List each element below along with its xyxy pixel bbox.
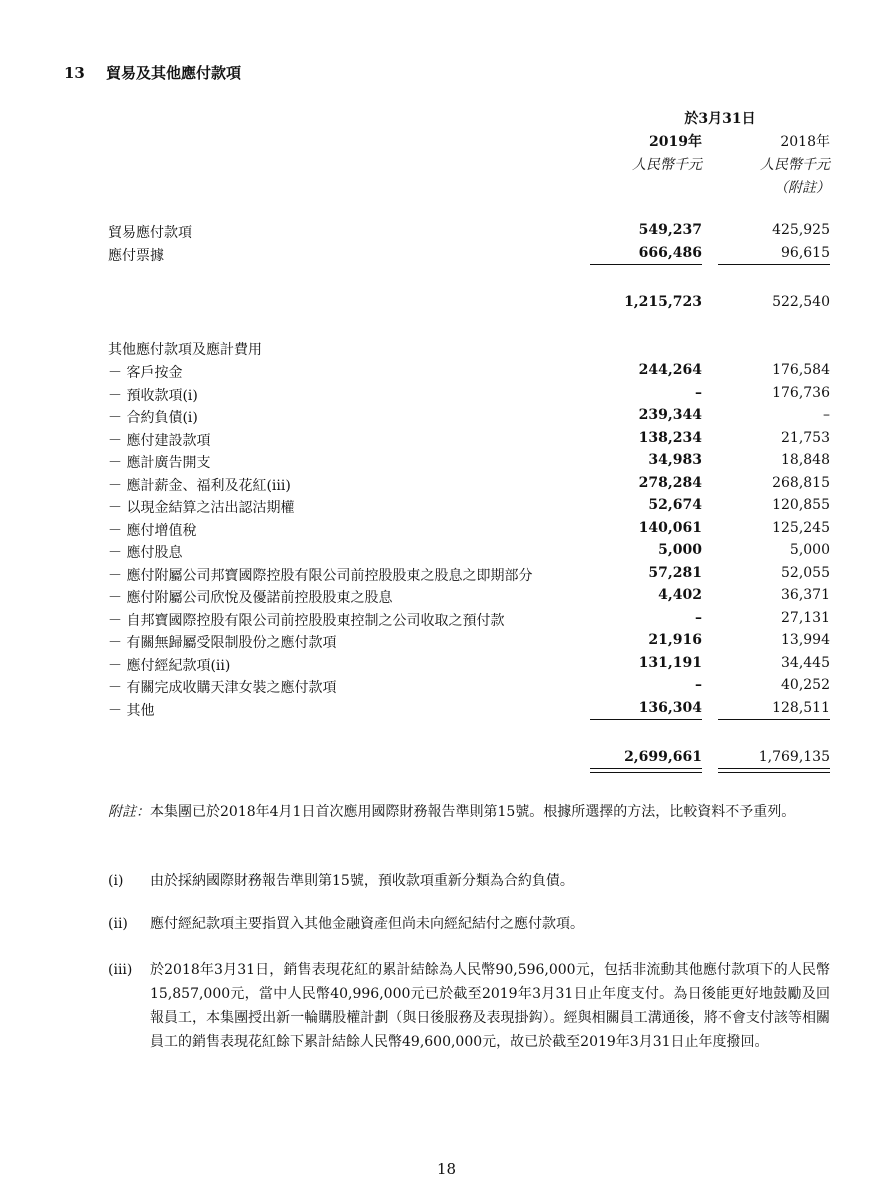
row-label: － 應計薪金、福利及花紅(iii) <box>108 477 291 494</box>
total-double-rule <box>718 768 830 769</box>
total-double-rule <box>718 772 830 773</box>
table-row <box>108 565 830 587</box>
subtotal-current: 1,215,723 <box>624 294 702 310</box>
table-row <box>108 655 830 677</box>
row-label: － 有關無歸屬受限制股份之應付款項 <box>108 635 337 651</box>
table-row <box>108 475 830 497</box>
section-heading <box>64 62 241 83</box>
row-value-current: 21,916 <box>648 632 702 648</box>
total-double-rule <box>590 768 702 769</box>
current-year-header: 2019年 <box>649 134 702 150</box>
row-value-current: 549,237 <box>638 222 702 238</box>
section-number: 13 <box>64 64 85 82</box>
row-label: － 應計廣告開支 <box>108 455 211 471</box>
row-label: 貿易應付款項 <box>108 225 192 241</box>
table-row <box>108 407 830 429</box>
row-label: － 預收款項(i) <box>108 387 198 404</box>
total-top-rule <box>718 719 830 720</box>
prior-year-header: 2018年 <box>780 134 830 150</box>
table-row <box>108 632 830 654</box>
other-heading-row <box>108 339 830 361</box>
row-value-current: 131,191 <box>638 654 702 671</box>
row-value-prior: 425,925 <box>772 222 830 238</box>
row-value-current: – <box>695 677 702 693</box>
row-value-current: 138,234 <box>638 429 702 446</box>
row-value-prior: – <box>823 407 830 423</box>
row-value-prior: 176,736 <box>772 384 830 401</box>
row-value-current: 666,486 <box>638 245 702 261</box>
note-iii-label: (iii) <box>108 962 133 978</box>
table-row <box>108 385 830 407</box>
subtotal-rule <box>718 264 830 265</box>
row-label: － 其他 <box>108 702 155 719</box>
current-unit-header: 人民幣千元 <box>632 157 702 173</box>
row-value-current: 4,402 <box>658 587 702 603</box>
row-value-prior: 27,131 <box>781 609 830 626</box>
row-value-prior: 96,615 <box>781 245 830 261</box>
total-double-rule <box>590 772 702 773</box>
total-top-rule <box>590 719 702 720</box>
row-label: － 應付建設款項 <box>108 432 211 449</box>
row-value-current: 244,264 <box>638 362 702 378</box>
other-payables-heading: 其他應付款項及應計費用 <box>108 342 262 358</box>
row-value-current: – <box>695 384 702 401</box>
prior-unit-header: 人民幣千元 <box>760 157 830 173</box>
row-value-prior: 120,855 <box>772 497 830 513</box>
row-label: － 應付附屬公司欣悅及優諾前控股股東之股息 <box>108 590 393 606</box>
row-value-current: 52,674 <box>648 497 702 513</box>
row-value-prior: 128,511 <box>772 699 830 716</box>
row-value-prior: 5,000 <box>789 542 830 558</box>
row-label: － 應付經紀款項(ii) <box>108 657 231 674</box>
row-label: 應付票據 <box>108 248 164 264</box>
row-label: － 應付附屬公司邦寶國際控股有限公司前控股股東之股息之即期部分 <box>108 567 533 584</box>
note-i-text: 由於採納國際財務報告準則第15號，預收款項重新分類為合約負債。 <box>150 873 574 889</box>
note-i-label: (i) <box>108 873 124 889</box>
row-value-prior: 36,371 <box>781 587 830 603</box>
footnote-label: 附註： <box>108 804 150 820</box>
note-iii-text: 於2018年3月31日，銷售表現花紅的累計結餘為人民幣90,596,000元，包括非流動其他應付款項下的人民幣15,857,000元，當中人民幣40,996,000元已於截至2019年3月31日止年度支付。為日後能更好地鼓勵及回報員工，本集團授出新一輪購股權計劃（與日後服務及表現掛鈎）。經與相關員工溝通後，將不會支付該等相關員工的銷售表現花紅餘下累計結餘人民幣49,600,000元，故已於截至2019年3月31日止年度撥回。 <box>150 962 830 1050</box>
row-value-prior: 176,584 <box>772 362 830 378</box>
table-row <box>108 362 830 384</box>
row-value-current: 239,344 <box>638 407 702 423</box>
prior-note-marker: （附註） <box>774 180 830 196</box>
row-value-current: – <box>695 609 702 626</box>
row-value-current: 5,000 <box>658 542 702 558</box>
subtotal-row <box>108 294 830 316</box>
table-row <box>108 520 830 542</box>
row-label: － 有關完成收購天津女裝之應付款項 <box>108 680 337 696</box>
note-ii-label: (ii) <box>108 916 128 932</box>
row-value-current: 278,284 <box>638 474 702 491</box>
row-label: － 自邦寶國際控股有限公司前控股股東控制之公司收取之預付款 <box>108 612 505 629</box>
table-row <box>108 497 830 519</box>
note-ii-text: 應付經紀款項主要指買入其他金融資產但尚未向經紀結付之應付款項。 <box>150 916 584 932</box>
row-value-prior: 18,848 <box>781 452 830 468</box>
row-value-current: 136,304 <box>638 699 702 716</box>
total-prior: 1,769,135 <box>758 749 830 765</box>
table-row <box>108 610 830 632</box>
row-value-prior: 13,994 <box>781 632 830 648</box>
total-current: 2,699,661 <box>624 749 702 765</box>
row-value-current: 57,281 <box>648 564 702 581</box>
table-row <box>108 452 830 474</box>
section-title: 貿易及其他應付款項 <box>106 64 242 82</box>
row-value-current: 140,061 <box>638 519 702 536</box>
row-label: － 合約負債(i) <box>108 410 198 426</box>
row-value-prior: 21,753 <box>781 429 830 446</box>
table-row <box>108 542 830 564</box>
row-value-current: 34,983 <box>648 452 702 468</box>
row-label: － 客戶按金 <box>108 365 183 381</box>
row-label: － 應付增值稅 <box>108 522 197 539</box>
row-label: － 應付股息 <box>108 545 183 561</box>
subtotal-prior: 522,540 <box>772 294 830 310</box>
row-value-prior: 40,252 <box>781 677 830 693</box>
table-row <box>108 430 830 452</box>
footnote-text: 本集團已於2018年4月1日首次應用國際財務報告準則第15號。根據所選擇的方法，比較資料不予重列。 <box>150 804 796 820</box>
table-row <box>108 222 830 244</box>
row-value-prior: 34,445 <box>781 654 830 671</box>
table-row <box>108 587 830 609</box>
row-label: － 以現金結算之沽出認沽期權 <box>108 500 295 516</box>
table-row <box>108 677 830 699</box>
row-value-prior: 268,815 <box>772 474 830 491</box>
row-value-prior: 125,245 <box>772 519 830 536</box>
date-header: 於3月31日 <box>684 111 756 127</box>
subtotal-rule <box>590 264 702 265</box>
page-number: 18 <box>436 1160 457 1178</box>
row-value-prior: 52,055 <box>781 564 830 581</box>
